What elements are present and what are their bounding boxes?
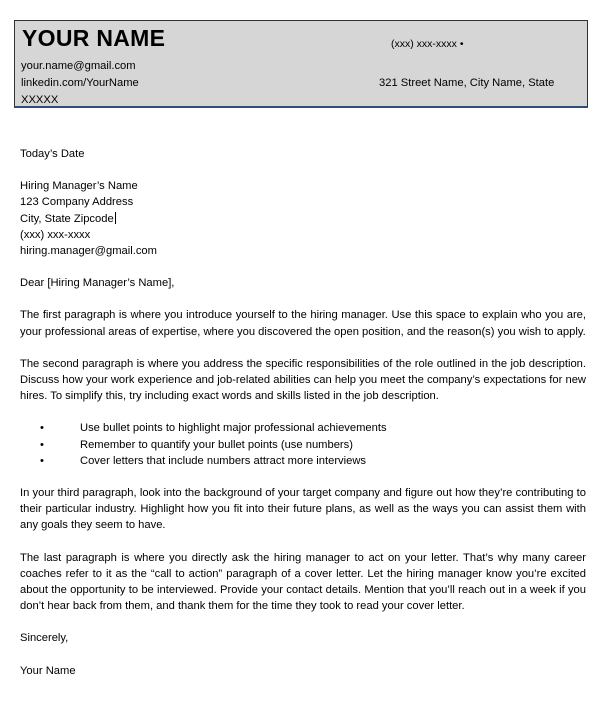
paragraph-4: The last paragraph is where you directly ask the hiring manager to act on your letter. That’s why many career coaches refer to it as the “call to action” paragraph of a cover letter. Let the hiring manager know you’re excited about the opportunity to be interviewed. Provide your contact details. Mention that you’ll reach out in a week if you don’t hear back from them, and thank them for the time they took to read your cover letter. <box>20 551 586 613</box>
recipient-phone: (xxx) xxx-xxxx <box>20 228 91 241</box>
bullet-text: Remember to quantify your bullet points (use numbers) <box>80 438 353 451</box>
achievement-list <box>20 420 586 469</box>
bullet-icon: • <box>40 422 44 435</box>
bullet-icon: • <box>40 438 44 451</box>
letter-body <box>20 146 586 695</box>
recipient-block <box>20 178 586 259</box>
paragraph-3: In your third paragraph, look into the background of your target company and figure out how they’re contributing to their particular industry. Highlight how you fit into their future plans, as well as the ways you can assist them with any goals they seem to have. <box>20 487 586 532</box>
recipient-name: Hiring Manager’s Name <box>20 180 138 193</box>
recipient-email: hiring.manager@gmail.com <box>20 245 157 258</box>
salutation: Dear [Hiring Manager’s Name], <box>20 277 175 290</box>
letter-date: Today’s Date <box>20 148 85 160</box>
applicant-email: your.name@gmail.com <box>21 60 136 72</box>
header-box <box>14 20 588 108</box>
list-item <box>20 437 586 453</box>
bullet-text: Use bullet points to highlight major professional achievements <box>80 422 387 435</box>
bullet-text: Cover letters that include numbers attract more interviews <box>80 454 367 467</box>
paragraph-1: The first paragraph is where you introduce yourself to the hiring manager. Use this space to explain who you are, your professional areas of expertise, where you discovered the open position, and the reason(s) you wish to apply. <box>20 309 586 338</box>
applicant-linkedin: linkedin.com/YourName <box>21 77 139 89</box>
recipient-street: 123 Company Address <box>20 196 134 209</box>
list-item <box>20 453 586 469</box>
list-item <box>20 420 586 436</box>
applicant-zip: XXXXX <box>21 94 59 106</box>
paragraph-2: The second paragraph is where you address the specific responsibilities of the role outlined in the job description. Discuss how your work experience and job-related abilities can help you meet the company’s expectations for new hires. To simplify this, try including exact words and skills listed in the job description. <box>20 357 586 403</box>
applicant-address: 321 Street Name, City Name, State <box>379 77 555 89</box>
applicant-phone: (xxx) xxx-xxxx • <box>391 38 464 50</box>
signature: Your Name <box>20 664 76 677</box>
bullet-icon: • <box>40 454 44 467</box>
recipient-city: City, State Zipcode <box>20 211 586 227</box>
applicant-name: YOUR NAME <box>22 25 166 51</box>
closing: Sincerely, <box>20 632 69 645</box>
